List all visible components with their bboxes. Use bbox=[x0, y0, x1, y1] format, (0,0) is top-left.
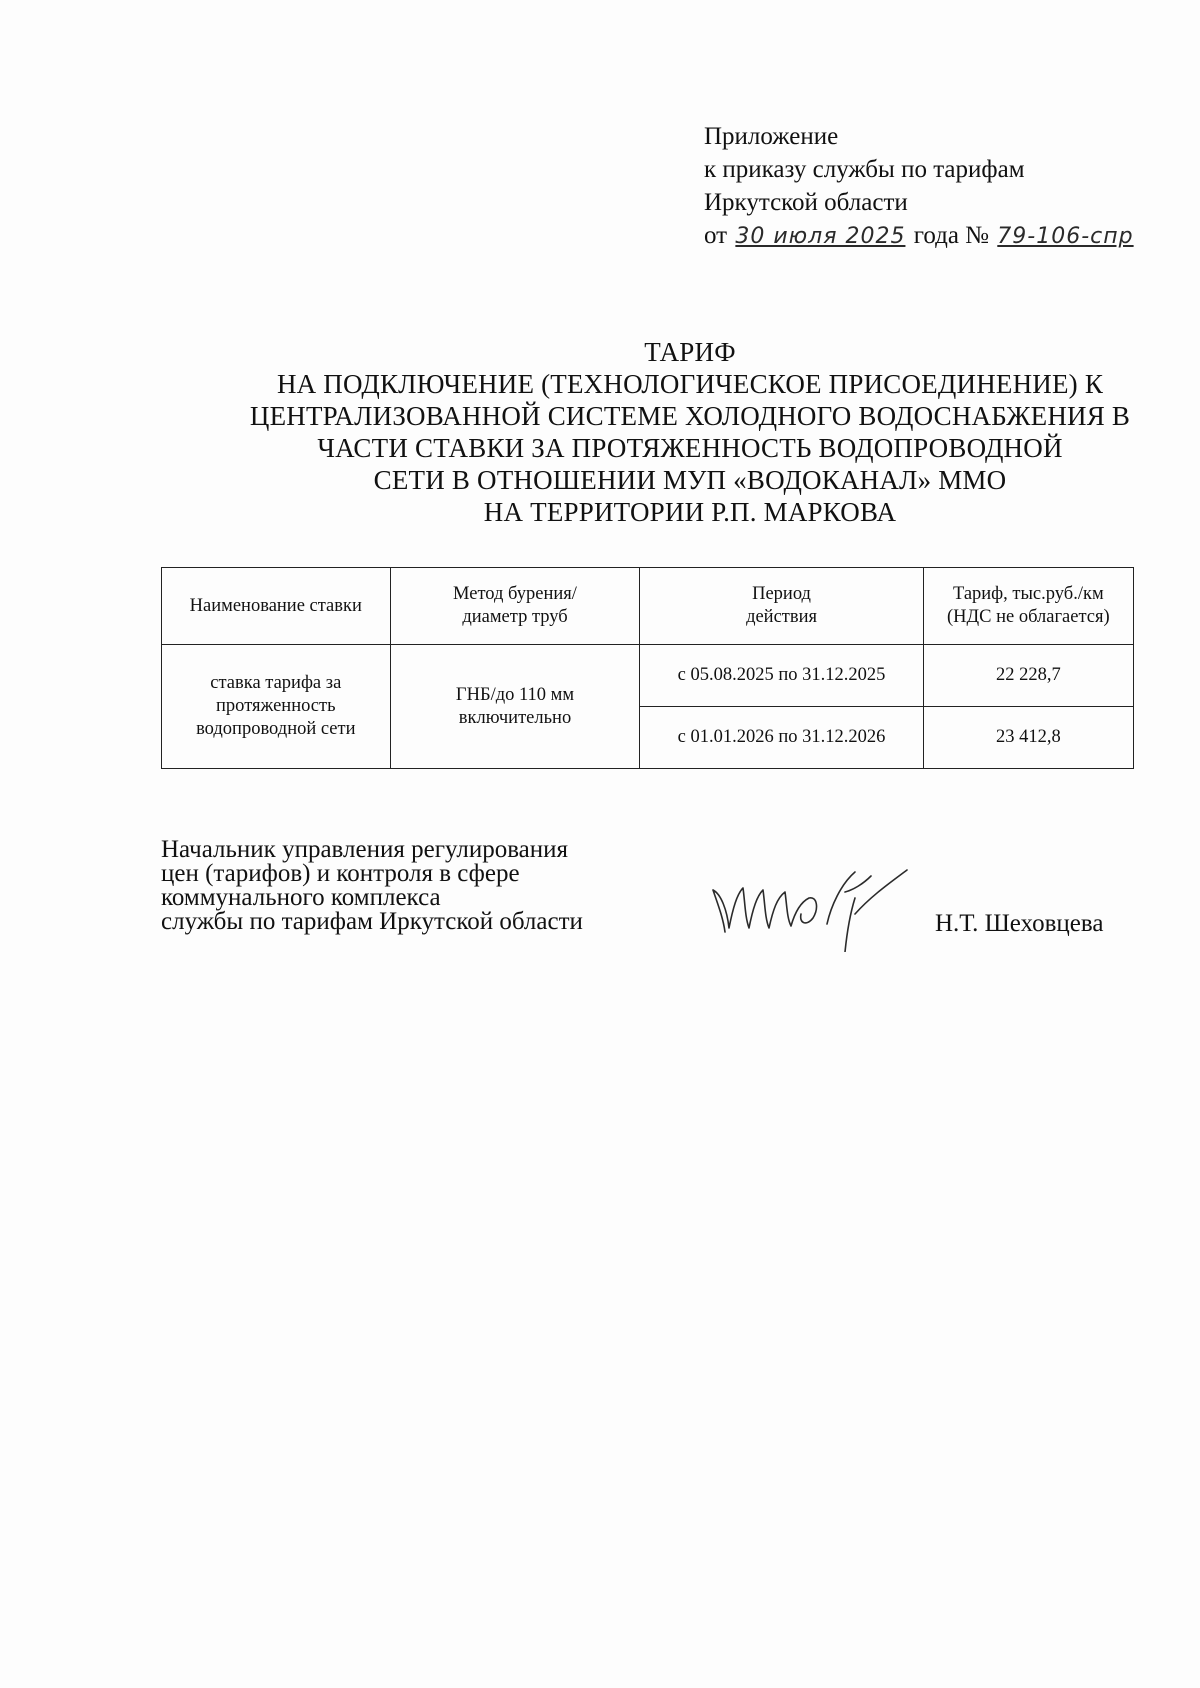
title-line: НА ТЕРРИТОРИИ Р.П. МАРКОВА bbox=[483, 497, 897, 527]
title-line: СЕТИ В ОТНОШЕНИИ МУП «ВОДОКАНАЛ» ММО bbox=[373, 465, 1007, 495]
position-line: Начальник управления регулирования bbox=[161, 836, 569, 863]
appendix-block bbox=[704, 120, 1136, 253]
table-row bbox=[162, 645, 1134, 707]
header-period: Период действия bbox=[640, 568, 923, 645]
header-tariff: Тариф, тыс.руб./км (НДС не облагается) bbox=[923, 568, 1133, 645]
cell-tariff-value: 22 228,7 bbox=[923, 645, 1133, 707]
date-prefix: от bbox=[704, 222, 728, 249]
cell-rate-name: ставка тарифа за протяженность водопроводной сети bbox=[162, 645, 391, 769]
cell-period: с 01.01.2026 по 31.12.2026 bbox=[640, 707, 923, 769]
title-line: НА ПОДКЛЮЧЕНИЕ (ТЕХНОЛОГИЧЕСКОЕ ПРИСОЕДИНЕНИЕ) К bbox=[276, 369, 1104, 399]
header-rate-name: Наименование ставки bbox=[162, 568, 391, 645]
cell-drilling-method: ГНБ/до 110 мм включительно bbox=[390, 645, 640, 769]
position-line: цен (тарифов) и контроля в сфере bbox=[161, 860, 520, 887]
appendix-date-line bbox=[704, 219, 1136, 253]
handwritten-signature bbox=[695, 862, 925, 952]
appendix-title: Приложение bbox=[704, 123, 839, 150]
document-title bbox=[190, 336, 1190, 528]
tariff-table bbox=[161, 567, 1134, 769]
appendix-region: Иркутской области bbox=[704, 189, 908, 216]
title-line: ЦЕНТРАЛИЗОВАННОЙ СИСТЕМЕ ХОЛОДНОГО ВОДОСНАБЖЕНИЯ В bbox=[249, 401, 1131, 431]
date-suffix: года № bbox=[913, 222, 990, 249]
cell-period: с 05.08.2025 по 31.12.2025 bbox=[640, 645, 923, 707]
signatory-position bbox=[161, 838, 583, 934]
signer-name: Н.Т. Шеховцева bbox=[935, 910, 1104, 937]
appendix-order-ref: к приказу службы по тарифам bbox=[704, 156, 1025, 183]
handwritten-date: 30 июля 2025 bbox=[735, 224, 906, 249]
title-line: ТАРИФ bbox=[644, 337, 736, 367]
title-line: ЧАСТИ СТАВКИ ЗА ПРОТЯЖЕННОСТЬ ВОДОПРОВОДНОЙ bbox=[317, 433, 1063, 463]
handwritten-order-number: 79-106-спр bbox=[997, 224, 1134, 249]
table-header-row bbox=[162, 568, 1134, 645]
position-line: коммунального комплекса bbox=[161, 884, 441, 911]
cell-tariff-value: 23 412,8 bbox=[923, 707, 1133, 769]
position-line: службы по тарифам Иркутской области bbox=[161, 908, 583, 935]
header-drilling-method: Метод бурения/ диаметр труб bbox=[390, 568, 640, 645]
